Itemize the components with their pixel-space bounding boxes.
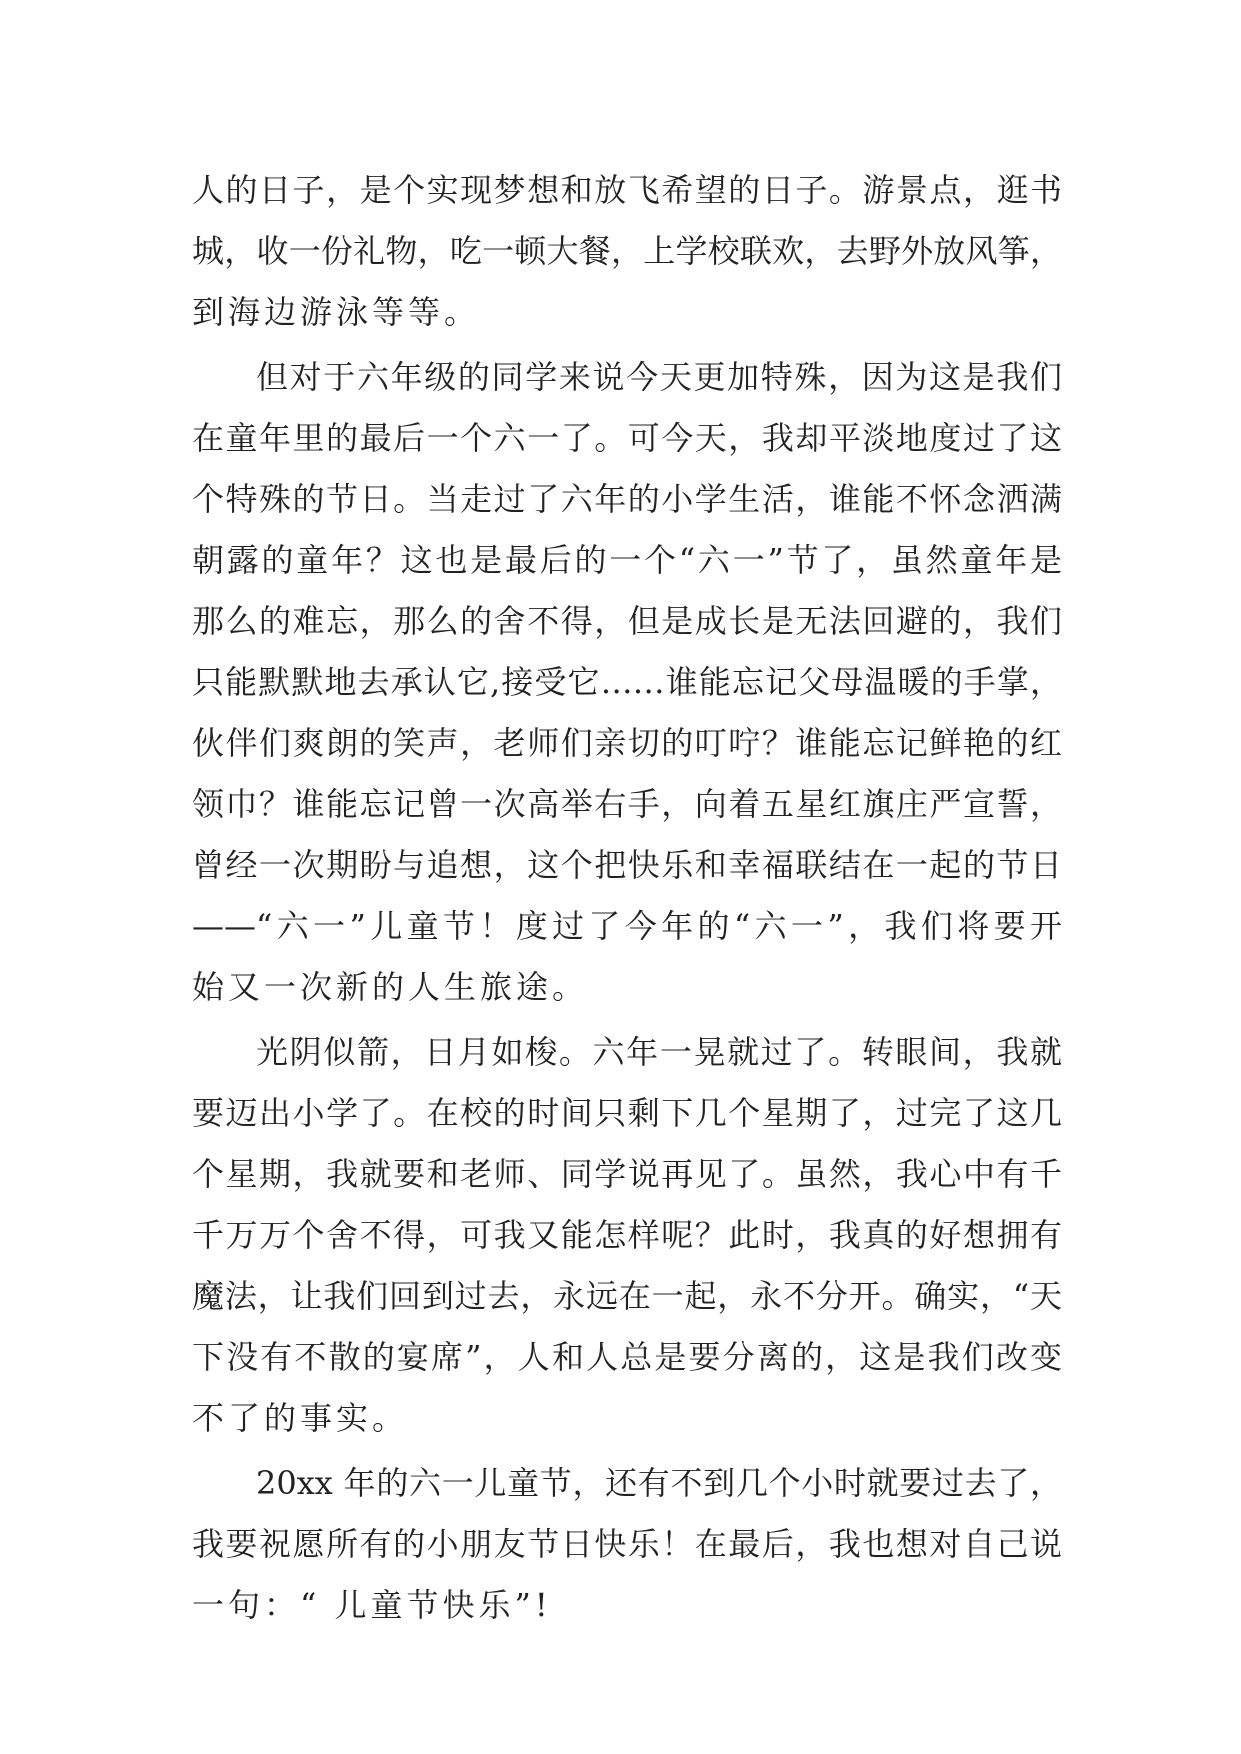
text-line: 只能默默地去承认它,接受它……谁能忘记父母温暖的手掌，	[192, 663, 1062, 701]
text-line: 领巾？谁能忘记曾一次高举右手，向着五星红旗庄严宣誓，	[192, 785, 1062, 823]
text-line: 20xx 年的六一儿童节，还有不到几个小时就要过去了，	[256, 1464, 1062, 1502]
text-line: 光阴似箭，日月如梭。六年一晃就过了。转眼间，我就	[256, 1033, 1062, 1071]
text-line: 始又一次新的人生旅途。	[192, 968, 589, 1006]
text-line: 一句：“ 儿童节快乐”!	[192, 1586, 552, 1624]
text-line: 那么的难忘，那么的舍不得，但是成长是无法回避的，我们	[192, 602, 1062, 640]
text-line: 伙伴们爽朗的笑声，老师们亲切的叮咛？谁能忘记鲜艳的红	[192, 724, 1062, 762]
text-line: ——“六一”儿童节！度过了今年的“六一”，我们将要开	[192, 907, 1062, 945]
text-line: 我要祝愿所有的小朋友节日快乐！在最后，我也想对自己说	[192, 1525, 1062, 1563]
text-line: 要迈出小学了。在校的时间只剩下几个星期了，过完了这几	[192, 1094, 1062, 1132]
document-body	[192, 160, 1062, 1636]
text-line: 人的日子，是个实现梦想和放飞希望的日子。游景点，逛书	[192, 171, 1062, 209]
text-line: 城，收一份礼物，吃一顿大餐，上学校联欢，去野外放风筝，	[192, 232, 1062, 270]
paragraph-1	[192, 160, 1062, 343]
text-line: 不了的事实。	[192, 1399, 409, 1437]
paragraph-2	[192, 347, 1062, 1018]
text-line: 到海边游泳等等。	[192, 293, 481, 331]
text-line: 在童年里的最后一个六一了。可今天，我却平淡地度过了这	[192, 419, 1062, 457]
paragraph-3	[192, 1022, 1062, 1449]
paragraph-4	[192, 1453, 1062, 1636]
text-line: 曾经一次期盼与追想，这个把快乐和幸福联结在一起的节日	[192, 846, 1062, 884]
text-line: 朝露的童年？这也是最后的一个“六一”节了，虽然童年是	[192, 541, 1062, 579]
text-line: 个特殊的节日。当走过了六年的小学生活，谁能不怀念洒满	[192, 480, 1062, 518]
text-line: 个星期，我就要和老师、同学说再见了。虽然，我心中有千	[192, 1155, 1062, 1193]
text-line: 魔法，让我们回到过去，永远在一起，永不分开。确实，“天	[192, 1277, 1062, 1315]
text-line: 但对于六年级的同学来说今天更加特殊，因为这是我们	[256, 358, 1062, 396]
text-line: 千万万个舍不得，可我又能怎样呢？此时，我真的好想拥有	[192, 1216, 1062, 1254]
text-line: 下没有不散的宴席”，人和人总是要分离的，这是我们改变	[192, 1338, 1062, 1376]
